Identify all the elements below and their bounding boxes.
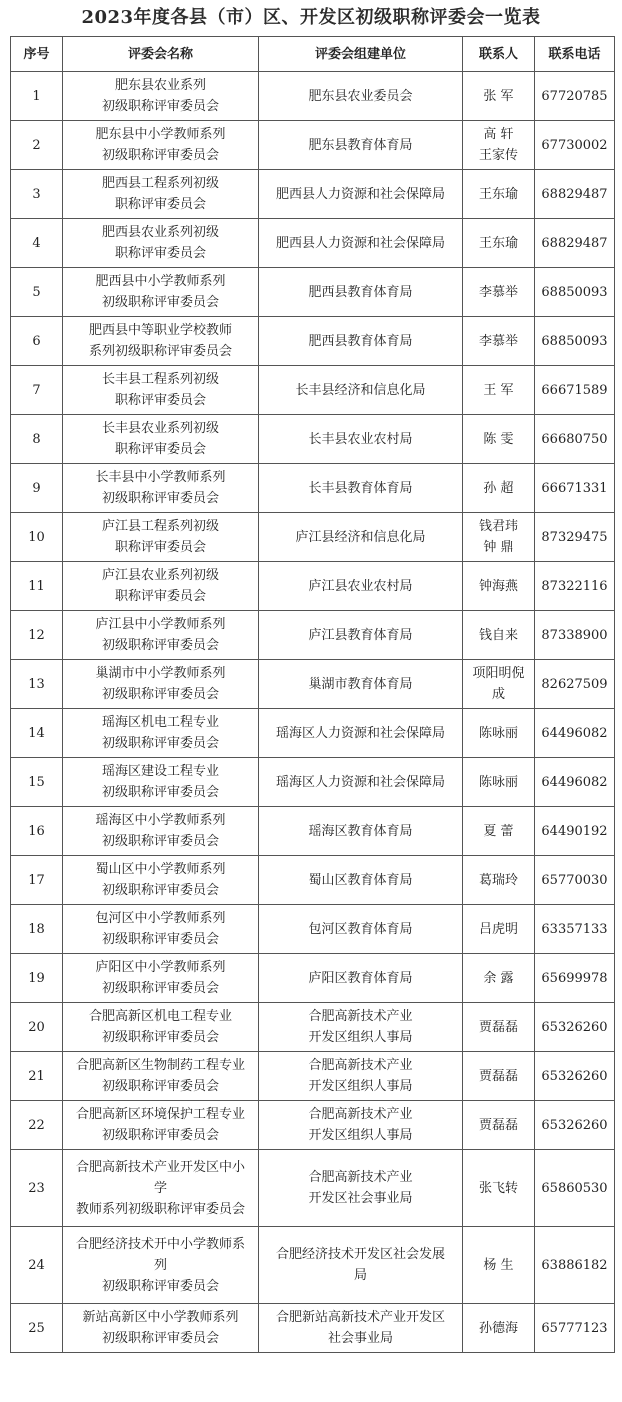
- cell-committee-name: [63, 268, 259, 317]
- table-row: [11, 954, 615, 1003]
- cell-contact-phone: 65699978: [535, 954, 615, 1003]
- cell-contact-person-line: 王家传: [478, 148, 518, 163]
- cell-organizing-unit-line: 开发区组织人事局: [308, 1079, 413, 1094]
- header-serial: 序号: [11, 37, 63, 72]
- cell-organizing-unit-line: 合肥新站高新技术产业开发区: [275, 1310, 445, 1325]
- cell-committee-name: [63, 121, 259, 170]
- cell-serial: 13: [11, 660, 63, 709]
- cell-committee-name-line: 教师系列初级职称评审委员会: [75, 1201, 245, 1217]
- cell-contact-person-line: 贾磊磊: [478, 1068, 518, 1084]
- cell-committee-name: [63, 317, 259, 366]
- cell-committee-name-line: 肥西县工程系列初级: [101, 176, 219, 191]
- cell-contact-phone: 68829487: [535, 170, 615, 219]
- cell-serial: 21: [11, 1052, 63, 1101]
- cell-committee-name-line: 初级职称评审委员会: [101, 785, 219, 800]
- cell-serial: 20: [11, 1003, 63, 1052]
- cell-committee-name: [63, 758, 259, 807]
- cell-serial: 7: [11, 366, 63, 415]
- cell-committee-name: [63, 1101, 259, 1150]
- cell-organizing-unit-line: 瑶海区人力资源和社会保障局: [275, 725, 445, 741]
- cell-organizing-unit: [259, 1003, 463, 1052]
- cell-committee-name-line: 庐江县中小学教师系列: [95, 617, 226, 632]
- table-row: [11, 72, 615, 121]
- table-row: [11, 170, 615, 219]
- cell-serial: 9: [11, 464, 63, 513]
- cell-organizing-unit: [259, 1304, 463, 1353]
- cell-contact-person-line: 孙德海: [478, 1320, 518, 1336]
- cell-serial: 19: [11, 954, 63, 1003]
- cell-serial: 5: [11, 268, 63, 317]
- cell-committee-name: [63, 807, 259, 856]
- cell-committee-name: [63, 1150, 259, 1227]
- cell-contact-person: [463, 121, 535, 170]
- cell-organizing-unit-line: 长丰县经济和信息化局: [295, 382, 426, 398]
- cell-organizing-unit: [259, 1101, 463, 1150]
- header-contact-phone: 联系电话: [535, 37, 615, 72]
- cell-contact-person-line: 王东瑜: [478, 186, 518, 202]
- cell-committee-name-line: 初级职称评审委员会: [101, 1331, 219, 1346]
- table-row: [11, 905, 615, 954]
- cell-organizing-unit-line: 开发区组织人事局: [308, 1128, 413, 1143]
- cell-organizing-unit-line: 长丰县教育体育局: [308, 480, 413, 496]
- cell-organizing-unit-line: 包河区教育体育局: [308, 921, 413, 937]
- cell-contact-person-line: 王 军: [483, 382, 514, 398]
- cell-organizing-unit-line: 合肥经济技术开发区社会发展: [275, 1247, 445, 1262]
- cell-committee-name-line: 瑶海区机电工程专业: [101, 715, 219, 730]
- cell-contact-phone: 67720785: [535, 72, 615, 121]
- table-row: [11, 513, 615, 562]
- cell-contact-phone: 66680750: [535, 415, 615, 464]
- cell-contact-person: [463, 1052, 535, 1101]
- cell-committee-name-line: 合肥经济技术开中小学教师系: [75, 1236, 245, 1252]
- cell-contact-phone: 68850093: [535, 268, 615, 317]
- cell-serial: 16: [11, 807, 63, 856]
- cell-organizing-unit-line: 肥西县教育体育局: [308, 284, 413, 300]
- table-row: [11, 1003, 615, 1052]
- cell-organizing-unit-line: 肥西县人力资源和社会保障局: [275, 235, 445, 251]
- cell-committee-name-line: 初级职称评审委员会: [101, 883, 219, 898]
- cell-committee-name-line: 职称评审委员会: [114, 246, 206, 261]
- cell-organizing-unit-line: 肥东县教育体育局: [308, 137, 413, 153]
- cell-committee-name-line: 初级职称评审委员会: [101, 1079, 219, 1094]
- cell-contact-person: [463, 1101, 535, 1150]
- cell-committee-name-line: 初级职称评审委员会: [101, 295, 219, 310]
- cell-organizing-unit: [259, 464, 463, 513]
- cell-serial: 15: [11, 758, 63, 807]
- cell-contact-phone: 65777123: [535, 1304, 615, 1353]
- table-row: [11, 415, 615, 464]
- cell-committee-name-line: 庐江县农业系列初级: [101, 568, 219, 583]
- cell-organizing-unit: [259, 72, 463, 121]
- cell-organizing-unit: [259, 121, 463, 170]
- cell-organizing-unit-line: 开发区组织人事局: [308, 1030, 413, 1045]
- cell-organizing-unit-line: 开发区社会事业局: [308, 1191, 413, 1206]
- table-row: [11, 758, 615, 807]
- cell-organizing-unit: [259, 807, 463, 856]
- cell-committee-name-line: 初级职称评审委员会: [101, 1030, 219, 1045]
- cell-contact-phone: 66671331: [535, 464, 615, 513]
- cell-contact-person: [463, 268, 535, 317]
- cell-contact-person-line: 钱君玮: [478, 519, 518, 534]
- cell-contact-person: [463, 1150, 535, 1227]
- cell-contact-person-line: 杨 生: [483, 1257, 514, 1273]
- cell-contact-phone: 87329475: [535, 513, 615, 562]
- cell-organizing-unit-line: 合肥高新技术产业: [308, 1107, 413, 1122]
- cell-committee-name: [63, 366, 259, 415]
- table-row: [11, 709, 615, 758]
- cell-serial: 3: [11, 170, 63, 219]
- cell-committee-name-line: 肥西县中等职业学校教师: [88, 323, 232, 338]
- cell-contact-person: [463, 660, 535, 709]
- cell-contact-person-line: 王东瑜: [478, 235, 518, 251]
- cell-contact-person-line: 孙 超: [483, 480, 514, 496]
- cell-committee-name: [63, 464, 259, 513]
- cell-committee-name-line: 瑶海区建设工程专业: [101, 764, 219, 779]
- cell-contact-person-line: 贾磊磊: [478, 1019, 518, 1035]
- cell-committee-name-line: 庐阳区中小学教师系列: [95, 960, 226, 975]
- cell-organizing-unit-line: 肥西县人力资源和社会保障局: [275, 186, 445, 202]
- cell-serial: 14: [11, 709, 63, 758]
- cell-contact-person-line: 夏 蕾: [483, 823, 514, 839]
- cell-organizing-unit-line: 局: [353, 1268, 367, 1283]
- cell-contact-person: [463, 72, 535, 121]
- cell-organizing-unit: [259, 856, 463, 905]
- cell-committee-name-line: 合肥高新区生物制药工程专业: [75, 1058, 245, 1073]
- cell-serial: 11: [11, 562, 63, 611]
- cell-committee-name-line: 职称评审委员会: [114, 589, 206, 604]
- cell-organizing-unit-line: 瑶海区人力资源和社会保障局: [275, 774, 445, 790]
- cell-organizing-unit-line: 巢湖市教育体育局: [308, 676, 413, 692]
- cell-committee-name: [63, 611, 259, 660]
- table-row: [11, 121, 615, 170]
- cell-committee-name-line: 职称评审委员会: [114, 393, 206, 408]
- table-row: [11, 1227, 615, 1304]
- cell-contact-person-line: 葛瑞玲: [478, 872, 518, 888]
- cell-contact-person: [463, 170, 535, 219]
- cell-organizing-unit: [259, 366, 463, 415]
- cell-organizing-unit: [259, 611, 463, 660]
- cell-contact-person-line: 余 露: [483, 970, 514, 986]
- cell-committee-name-line: 初级职称评审委员会: [101, 491, 219, 506]
- cell-contact-person: [463, 611, 535, 660]
- cell-contact-person: [463, 1304, 535, 1353]
- table-row: [11, 366, 615, 415]
- cell-contact-phone: 64496082: [535, 709, 615, 758]
- cell-organizing-unit-line: 庐江县教育体育局: [308, 627, 413, 643]
- header-organizing-unit: 评委会组建单位: [259, 37, 463, 72]
- table-header-row: [11, 37, 615, 72]
- cell-serial: 2: [11, 121, 63, 170]
- cell-committee-name: [63, 72, 259, 121]
- cell-committee-name-line: 合肥高新区环境保护工程专业: [75, 1107, 245, 1122]
- cell-serial: 18: [11, 905, 63, 954]
- cell-contact-phone: 63357133: [535, 905, 615, 954]
- cell-serial: 8: [11, 415, 63, 464]
- cell-committee-name-line: 初级职称评审委员会: [101, 932, 219, 947]
- cell-contact-person-line: 吕虎明: [478, 921, 518, 937]
- cell-committee-name-line: 初级职称评审委员会: [101, 638, 219, 653]
- cell-contact-person-line: 钟海燕: [478, 578, 518, 594]
- cell-committee-name-line: 系列初级职称评审委员会: [88, 344, 232, 359]
- cell-contact-person: [463, 464, 535, 513]
- cell-contact-phone: 68829487: [535, 219, 615, 268]
- cell-committee-name-line: 职称评审委员会: [114, 197, 206, 212]
- cell-organizing-unit: [259, 317, 463, 366]
- cell-committee-name-line: 学: [153, 1180, 167, 1196]
- cell-organizing-unit-line: 瑶海区教育体育局: [308, 823, 413, 839]
- table-row: [11, 562, 615, 611]
- table-row: [11, 268, 615, 317]
- cell-contact-phone: 64490192: [535, 807, 615, 856]
- cell-contact-phone: 67730002: [535, 121, 615, 170]
- cell-committee-name-line: 初级职称评审委员会: [101, 687, 219, 702]
- table-row: [11, 1052, 615, 1101]
- cell-contact-person: [463, 1003, 535, 1052]
- cell-contact-person: [463, 905, 535, 954]
- cell-contact-person-line: 钱自来: [478, 627, 518, 643]
- cell-organizing-unit: [259, 660, 463, 709]
- cell-committee-name: [63, 513, 259, 562]
- cell-committee-name: [63, 219, 259, 268]
- cell-committee-name: [63, 415, 259, 464]
- cell-committee-name-line: 包河区中小学教师系列: [95, 911, 226, 926]
- cell-committee-name: [63, 905, 259, 954]
- cell-contact-person-line: 项阳明倪: [472, 666, 525, 681]
- cell-committee-name: [63, 709, 259, 758]
- cell-committee-name-line: 肥西县农业系列初级: [101, 225, 219, 240]
- cell-organizing-unit-line: 长丰县农业农村局: [308, 431, 413, 447]
- cell-organizing-unit: [259, 709, 463, 758]
- cell-contact-phone: 65326260: [535, 1052, 615, 1101]
- table-row: [11, 1150, 615, 1227]
- cell-committee-name-line: 蜀山区中小学教师系列: [95, 862, 226, 877]
- header-contact-person: 联系人: [463, 37, 535, 72]
- cell-serial: 1: [11, 72, 63, 121]
- cell-committee-name-line: 初级职称评审委员会: [101, 148, 219, 163]
- cell-committee-name-line: 初级职称评审委员会: [101, 1128, 219, 1143]
- cell-committee-name-line: 初级职称评审委员会: [101, 99, 219, 114]
- cell-organizing-unit-line: 合肥高新技术产业: [308, 1009, 413, 1024]
- cell-organizing-unit-line: 肥东县农业委员会: [308, 88, 413, 104]
- cell-committee-name: [63, 170, 259, 219]
- table-row: [11, 660, 615, 709]
- cell-serial: 10: [11, 513, 63, 562]
- cell-serial: 22: [11, 1101, 63, 1150]
- cell-committee-name: [63, 856, 259, 905]
- cell-committee-name-line: 庐江县工程系列初级: [101, 519, 219, 534]
- cell-committee-name-line: 巢湖市中小学教师系列: [95, 666, 226, 681]
- cell-contact-person-line: 李慕举: [478, 284, 518, 300]
- header-committee-name: 评委会名称: [63, 37, 259, 72]
- cell-contact-person-line: 高 轩: [483, 127, 514, 142]
- cell-contact-person: [463, 758, 535, 807]
- cell-contact-person-line: 钟 鼎: [483, 540, 514, 555]
- cell-contact-person: [463, 366, 535, 415]
- page-title: 2023年度各县（市）区、开发区初级职称评委会一览表: [81, 7, 541, 28]
- cell-contact-person-line: 李慕举: [478, 333, 518, 349]
- cell-committee-name-line: 长丰县工程系列初级: [101, 372, 219, 387]
- table-row: [11, 1101, 615, 1150]
- cell-committee-name-line: 初级职称评审委员会: [101, 981, 219, 996]
- cell-contact-phone: 66671589: [535, 366, 615, 415]
- cell-contact-phone: 68850093: [535, 317, 615, 366]
- cell-committee-name-line: 新站高新区中小学教师系列: [82, 1310, 239, 1325]
- table-row: [11, 807, 615, 856]
- cell-contact-person: [463, 856, 535, 905]
- cell-committee-name-line: 长丰县中小学教师系列: [95, 470, 226, 485]
- cell-organizing-unit-line: 合肥高新技术产业: [308, 1170, 413, 1185]
- cell-serial: 12: [11, 611, 63, 660]
- cell-committee-name-line: 肥西县中小学教师系列: [95, 274, 226, 289]
- cell-organizing-unit: [259, 1227, 463, 1304]
- cell-committee-name: [63, 1227, 259, 1304]
- cell-committee-name-line: 肥东县中小学教师系列: [95, 127, 226, 142]
- cell-serial: 4: [11, 219, 63, 268]
- cell-contact-phone: 65326260: [535, 1003, 615, 1052]
- cell-contact-person-line: 陈 雯: [483, 431, 514, 447]
- table-row: [11, 1304, 615, 1353]
- cell-committee-name: [63, 660, 259, 709]
- cell-serial: 17: [11, 856, 63, 905]
- cell-serial: 6: [11, 317, 63, 366]
- cell-organizing-unit: [259, 758, 463, 807]
- cell-contact-phone: 65860530: [535, 1150, 615, 1227]
- cell-committee-name: [63, 1052, 259, 1101]
- committee-table: [10, 36, 615, 1353]
- cell-serial: 23: [11, 1150, 63, 1227]
- table-row: [11, 317, 615, 366]
- cell-committee-name-line: 职称评审委员会: [114, 442, 206, 457]
- cell-organizing-unit: [259, 1052, 463, 1101]
- cell-organizing-unit: [259, 170, 463, 219]
- cell-contact-phone: 63886182: [535, 1227, 615, 1304]
- cell-organizing-unit: [259, 1150, 463, 1227]
- cell-committee-name-line: 初级职称评审委员会: [101, 834, 219, 849]
- cell-contact-person: [463, 317, 535, 366]
- cell-committee-name-line: 瑶海区中小学教师系列: [95, 813, 226, 828]
- cell-organizing-unit-line: 社会事业局: [327, 1331, 393, 1346]
- cell-organizing-unit-line: 蜀山区教育体育局: [308, 872, 413, 888]
- cell-committee-name: [63, 954, 259, 1003]
- cell-committee-name-line: 初级职称评审委员会: [101, 1278, 219, 1294]
- cell-organizing-unit-line: 庐江县农业农村局: [308, 578, 413, 594]
- table-row: [11, 219, 615, 268]
- cell-contact-person: [463, 219, 535, 268]
- cell-contact-phone: 87338900: [535, 611, 615, 660]
- cell-contact-person-line: 陈咏丽: [478, 725, 518, 741]
- cell-organizing-unit: [259, 268, 463, 317]
- cell-committee-name: [63, 562, 259, 611]
- cell-serial: 24: [11, 1227, 63, 1304]
- cell-organizing-unit-line: 肥西县教育体育局: [308, 333, 413, 349]
- cell-organizing-unit-line: 庐阳区教育体育局: [308, 970, 413, 986]
- cell-contact-person-line: 贾磊磊: [478, 1117, 518, 1133]
- table-row: [11, 611, 615, 660]
- table-body: [11, 72, 615, 1353]
- cell-contact-person: [463, 807, 535, 856]
- cell-committee-name-line: 肥东县农业系列: [114, 78, 206, 93]
- cell-committee-name-line: 列: [153, 1257, 167, 1273]
- cell-organizing-unit: [259, 415, 463, 464]
- cell-contact-person: [463, 415, 535, 464]
- cell-organizing-unit: [259, 954, 463, 1003]
- cell-contact-phone: 65770030: [535, 856, 615, 905]
- cell-contact-person: [463, 954, 535, 1003]
- cell-committee-name: [63, 1304, 259, 1353]
- cell-committee-name: [63, 1003, 259, 1052]
- cell-contact-person: [463, 562, 535, 611]
- cell-organizing-unit: [259, 562, 463, 611]
- cell-committee-name-line: 合肥高新区机电工程专业: [88, 1009, 232, 1024]
- cell-organizing-unit: [259, 219, 463, 268]
- cell-contact-phone: 87322116: [535, 562, 615, 611]
- cell-contact-phone: 82627509: [535, 660, 615, 709]
- table-row: [11, 856, 615, 905]
- cell-contact-person-line: 成: [491, 687, 505, 702]
- cell-organizing-unit-line: 合肥高新技术产业: [308, 1058, 413, 1073]
- cell-contact-person: [463, 513, 535, 562]
- cell-contact-person-line: 张 军: [483, 88, 514, 104]
- cell-contact-person-line: 陈咏丽: [478, 774, 518, 790]
- cell-contact-person-line: 张飞转: [478, 1180, 518, 1196]
- cell-committee-name-line: 初级职称评审委员会: [101, 736, 219, 751]
- cell-organizing-unit: [259, 513, 463, 562]
- table-row: [11, 464, 615, 513]
- cell-contact-person: [463, 1227, 535, 1304]
- cell-contact-person: [463, 709, 535, 758]
- cell-committee-name-line: 长丰县农业系列初级: [101, 421, 219, 436]
- cell-committee-name-line: 职称评审委员会: [114, 540, 206, 555]
- cell-serial: 25: [11, 1304, 63, 1353]
- cell-organizing-unit-line: 庐江县经济和信息化局: [295, 529, 426, 545]
- cell-committee-name-line: 合肥高新技术产业开发区中小: [75, 1159, 245, 1175]
- cell-contact-phone: 65326260: [535, 1101, 615, 1150]
- cell-contact-phone: 64496082: [535, 758, 615, 807]
- cell-organizing-unit: [259, 905, 463, 954]
